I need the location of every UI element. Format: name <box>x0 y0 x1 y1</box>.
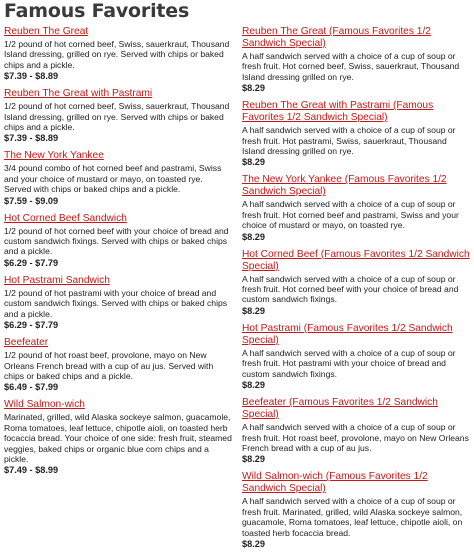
menu-item <box>242 323 470 391</box>
menu-item-price: $8.29 <box>242 538 265 549</box>
menu-item-link[interactable]: Beefeater <box>4 337 49 349</box>
menu-item-price: $8.29 <box>242 305 265 316</box>
menu-item-price: $7.49 - $8.99 <box>4 465 59 476</box>
menu-item <box>242 26 470 94</box>
menu-item-description: 1/2 pound of hot pastrami with your choice of bread and custom sandwich fixings. Served with chips or baked chips and a pickle. <box>4 287 228 319</box>
menu-item-link[interactable]: Reuben The Great (Famous Favorites 1/2 Sandwich Special) <box>242 26 431 49</box>
menu-item-price: $6.29 - $7.79 <box>4 257 59 268</box>
menu-item-description: 1/2 pound of hot roast beef, provolone, mayo on New Orleans French bread with a cup of au jus. Served with chips or baked chips and a pickle. <box>4 350 214 381</box>
menu-item-description: 3/4 pound combo of hot corned beef and pastrami, Swiss and your choice of mustard or mayo, on toasted rye. Served with chips or baked chips and a pickle. <box>4 163 222 195</box>
menu-item <box>242 174 470 242</box>
menu-item-description: Marinated, grilled, wild Alaska sockeye salmon, guacamole, Roma tomatoes, leaf lettuce, chipotle aioli, on toasted herb focaccia bread. Your choice of one side: fresh fruit, steamed veggies, baked chips or organic blue corn chips and a pickle. <box>4 412 232 464</box>
menu-item-price: $8.29 <box>242 157 265 168</box>
menu-item <box>242 397 470 465</box>
menu-item-price: $8.29 <box>242 83 265 94</box>
menu-item-price: $8.29 <box>242 454 265 465</box>
menu-item <box>4 213 232 269</box>
menu-item-description: 1/2 pound of hot corned beef with your choice of bread and custom sandwich fixings. Served with chips or baked chips and a pickle. <box>4 225 229 257</box>
menu-item <box>4 399 232 476</box>
section-title: Famous Favorites <box>4 0 190 22</box>
menu-item-link[interactable]: The New York Yankee (Famous Favorites 1/2 Sandwich Special) <box>242 174 447 198</box>
menu-item-link[interactable]: Hot Pastrami Sandwich <box>4 274 110 286</box>
menu-item-link[interactable]: Beefeater (Famous Favorites 1/2 Sandwich Special) <box>242 397 438 421</box>
menu-item <box>242 471 470 550</box>
menu-item-link[interactable]: Hot Pastrami (Famous Favorites 1/2 Sandwich Special) <box>242 322 453 346</box>
menu-item-price: $7.59 - $9.09 <box>4 195 59 206</box>
menu-item-description: A half sandwich served with a choice of a cup of soup or fresh fruit. Hot pastrami, Swiss, sauerkraut, Thousand Island dressing grilled on rye. <box>242 125 456 157</box>
menu-item <box>242 100 470 168</box>
menu-item <box>4 26 232 82</box>
menu-item-link[interactable]: Reuben The Great with Pastrami <box>4 88 153 100</box>
menu-item-link[interactable]: Wild Salmon-wich (Famous Favorites 1/2 Sandwich Special) <box>242 471 428 495</box>
menu-item-price: $7.39 - $8.89 <box>4 71 59 82</box>
menu-item-link[interactable]: Hot Corned Beef Sandwich <box>4 212 127 224</box>
menu-item <box>242 249 470 317</box>
menu-item-price: $8.29 <box>242 231 265 242</box>
menu-item <box>4 275 232 331</box>
menu-item-description: 1/2 pound of hot corned beef, Swiss, sauerkraut, Thousand Island dressing, grilled on rye. Served with chips or baked chips and a pickle. <box>4 39 230 70</box>
menu-item-description: A half sandwich served with a choice of a cup of soup or fresh fruit. Hot roast beef, provolone, mayo on New Orleans French bread with a cup of au jus. <box>242 422 469 453</box>
menu-item-description: A half sandwich served with a choice of a cup of soup or fresh fruit. Hot corned beef and pastrami, Swiss and your choice of mustard or mayo, on toasted rye. <box>242 199 459 231</box>
menu-columns <box>4 26 470 556</box>
menu-item <box>4 88 232 144</box>
menu-item <box>4 150 232 206</box>
menu-item-link[interactable]: Reuben The Great <box>4 26 89 37</box>
menu-item-description: A half sandwich served with a choice of a cup of soup or fresh fruit. Hot corned beef with your choice of bread and custom sandwich fixings. <box>242 273 459 305</box>
menu-item-link[interactable]: The New York Yankee <box>4 150 104 162</box>
menu-item-description: 1/2 pound of hot corned beef, Swiss, sauerkraut, Thousand Island dressing, grilled on rye. Served with chips or baked chips and a pickle. <box>4 101 230 133</box>
menu-item-description: A half sandwich served with a choice of a cup of soup or fresh fruit. Marinated, grilled, wild Alaska sockeye salmon, guacamole, Roma tomatoes, leaf lettuce, chipotle aioli, on toasted herb focaccia bread. <box>242 496 463 538</box>
menu-item-price: $6.49 - $7.99 <box>4 382 59 393</box>
menu-item-price: $8.29 <box>242 380 265 391</box>
half-sandwich-column <box>242 26 470 556</box>
menu-item-price: $7.39 - $8.89 <box>4 133 59 144</box>
menu-item-link[interactable]: Hot Corned Beef (Famous Favorites 1/2 Sandwich Special) <box>242 248 470 272</box>
menu-item-description: A half sandwich served with a choice of a cup of soup or fresh fruit. Hot corned beef, Swiss, sauerkraut, Thousand Island dressing grilled on rye. <box>242 51 460 82</box>
menu-item-link[interactable]: Reuben The Great with Pastrami (Famous Favorites 1/2 Sandwich Special) <box>242 100 434 124</box>
full-sandwich-column <box>4 26 232 556</box>
menu-item-link[interactable]: Wild Salmon-wich <box>4 399 85 411</box>
menu-item <box>4 337 232 393</box>
menu-item-price: $6.29 - $7.79 <box>4 320 59 331</box>
menu-item-description: A half sandwich served with a choice of a cup of soup or fresh fruit. Hot pastrami with your choice of bread and custom sandwich fixings. <box>242 347 456 379</box>
